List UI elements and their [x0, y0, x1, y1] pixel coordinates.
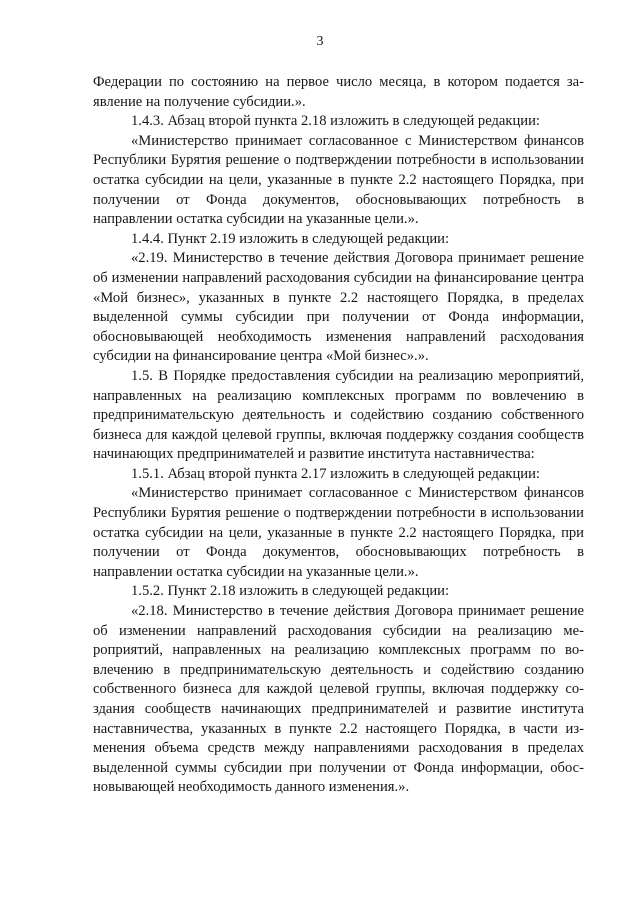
paragraph-1-5-1-quote: «Министерство принимает согласованное с Министерством финансов Республики Бурятия решение о подтверждении потребности в использовании остатка субсидии на цели, указанные в пункте 2.2 настоящего Порядка, при получении от Фонда документов, обосновывающих потребность в направлении остатка субсидии на указанные цели.».	[93, 485, 584, 580]
paragraph-1-4-4: 1.4.4. Пункт 2.19 изложить в следующей редакции:	[131, 230, 450, 247]
paragraph-1-5-2: 1.5.2. Пункт 2.18 изложить в следующей редакции:	[131, 583, 450, 600]
paragraph-1-5-2-quote: «2.18. Министерство в течение действия Договора принимает решение об изменении направлений расходования субсидии на реализацию мероприятий, направленных на реализацию комплексных программ по вовлечению в предпринимательскую деятельность и содействию созданию собственного бизнеса для каждой целевой группы, включая поддержку создания сообществ начинающих предпринимателей и развитие института наставничества, указанных в пункте 2.2 настоящего Порядка, в части изменения объема средств между направлениями расходования в пределах выделенной суммы субсидии при получении от Фонда информации, обосновывающей необходимость данного изменения.».	[93, 603, 584, 796]
paragraph-1-4-3-quote: «Министерство принимает согласованное с Министерством финансов Республики Бурятия решение о подтверждении потребности в использовании остатка субсидии на цели, указанные в пункте 2.2 настоящего Порядка, при получении от Фонда документов, обосновывающих потребность в направлении остатка субсидии на указанные цели.».	[93, 132, 584, 228]
paragraph-continuation: Федерации по состоянию на первое число месяца, в котором подается заявление на получение субсидии.».	[93, 74, 584, 110]
paragraph-1-5-1: 1.5.1. Абзац второй пункта 2.17 изложить в следующей редакции:	[131, 465, 540, 482]
paragraph-1-4-4-quote: «2.19. Министерство в течение действия Договора принимает решение об изменении направлений расходования субсидии на финансирование центра «Мой бизнес», указанных в пункте 2.2 настоящего Порядка, в пределах выделенной суммы субсидии при получении от Фонда информации, обосновывающей необходимость изменения направлений расходования субсидии на финансирование центра «Мой бизнес».».	[93, 250, 584, 365]
paragraph-1-4-3: 1.4.3. Абзац второй пункта 2.18 изложить в следующей редакции:	[131, 113, 540, 130]
document-body	[93, 73, 584, 798]
paragraph-1-5: 1.5. В Порядке предоставления субсидии на реализацию мероприятий, направленных на реализацию комплексных программ по вовлечению в предпринимательскую деятельность и содействию созданию собственного бизнеса для каждой целевой группы, включая поддержку создания сообществ начинающих предпринимателей и развитие института наставничества:	[93, 367, 584, 463]
page-number: 3	[316, 34, 324, 49]
